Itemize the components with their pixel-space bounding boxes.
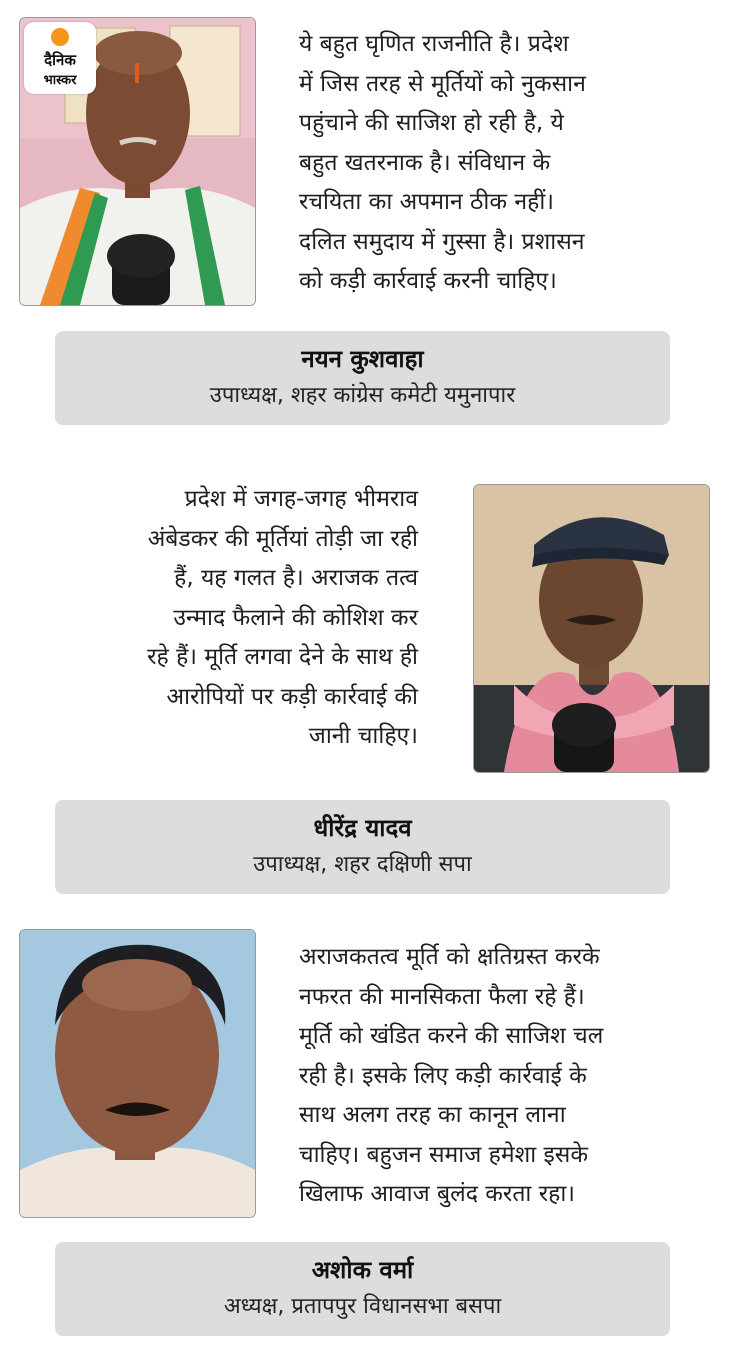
name-card-2 [55,800,670,894]
quote-3: अराजकतत्व मूर्ति को क्षतिग्रस्त करके नफरत की मानसिकता फैला रहे हैं। मूर्ति को खंडित करने की साजिश चल रही है। इसके लिए कड़ी कार्रवाई के साथ अलग तरह का कानून लाना चाहिए। बहुजन समाज हमेशा इसके खिलाफ आवाज बुलंद करता रहा। [299,944,604,1207]
logo-line1: दैनिक [44,51,76,69]
logo-line2: भास्कर [43,73,77,88]
name-card-3 [55,1242,670,1336]
person-name-2: धीरेंद्र यादव [313,814,412,842]
portrait-photo-3 [19,929,256,1218]
portrait-photo-1 [19,17,256,306]
person-name-1: नयन कुशवाहा [301,345,424,373]
name-card-1 [55,331,670,425]
person-name-3: अशोक वर्मा [311,1256,414,1284]
portrait-photo-2 [473,484,710,773]
dainik-bhaskar-logo [24,22,96,94]
person-role-2: उपाध्यक्ष, शहर दक्षिणी सपा [253,852,472,877]
person-role-3: अध्यक्ष, प्रतापपुर विधानसभा बसपा [223,1294,502,1319]
quote-1: ये बहुत घृणित राजनीति है। प्रदेश में जिस तरह से मूर्तियों को नुकसान पहुंचाने की साजिश हो रही है, ये बहुत खतरनाक है। संविधान के रचयिता का अपमान ठीक नहीं। दलित समुदाय में गुस्सा है। प्रशासन को कड़ी कार्रवाई करनी चाहिए। [299,31,586,294]
person-role-1: उपाध्यक्ष, शहर कांग्रेस कमेटी यमुनापार [209,383,516,408]
portrait-image-3 [20,930,255,1217]
quote-2: प्रदेश में जगह-जगह भीमराव अंबेडकर की मूर्तियां तोड़ी जा रही हैं, यह गलत है। अराजक तत्व उन्माद फैलाने की कोशिश कर रहे हैं। मूर्ति लगवा देने के साथ ही आरोपियों पर कड़ी कार्रवाई की जानी चाहिए। [147,486,418,749]
portrait-image-2 [474,485,709,772]
